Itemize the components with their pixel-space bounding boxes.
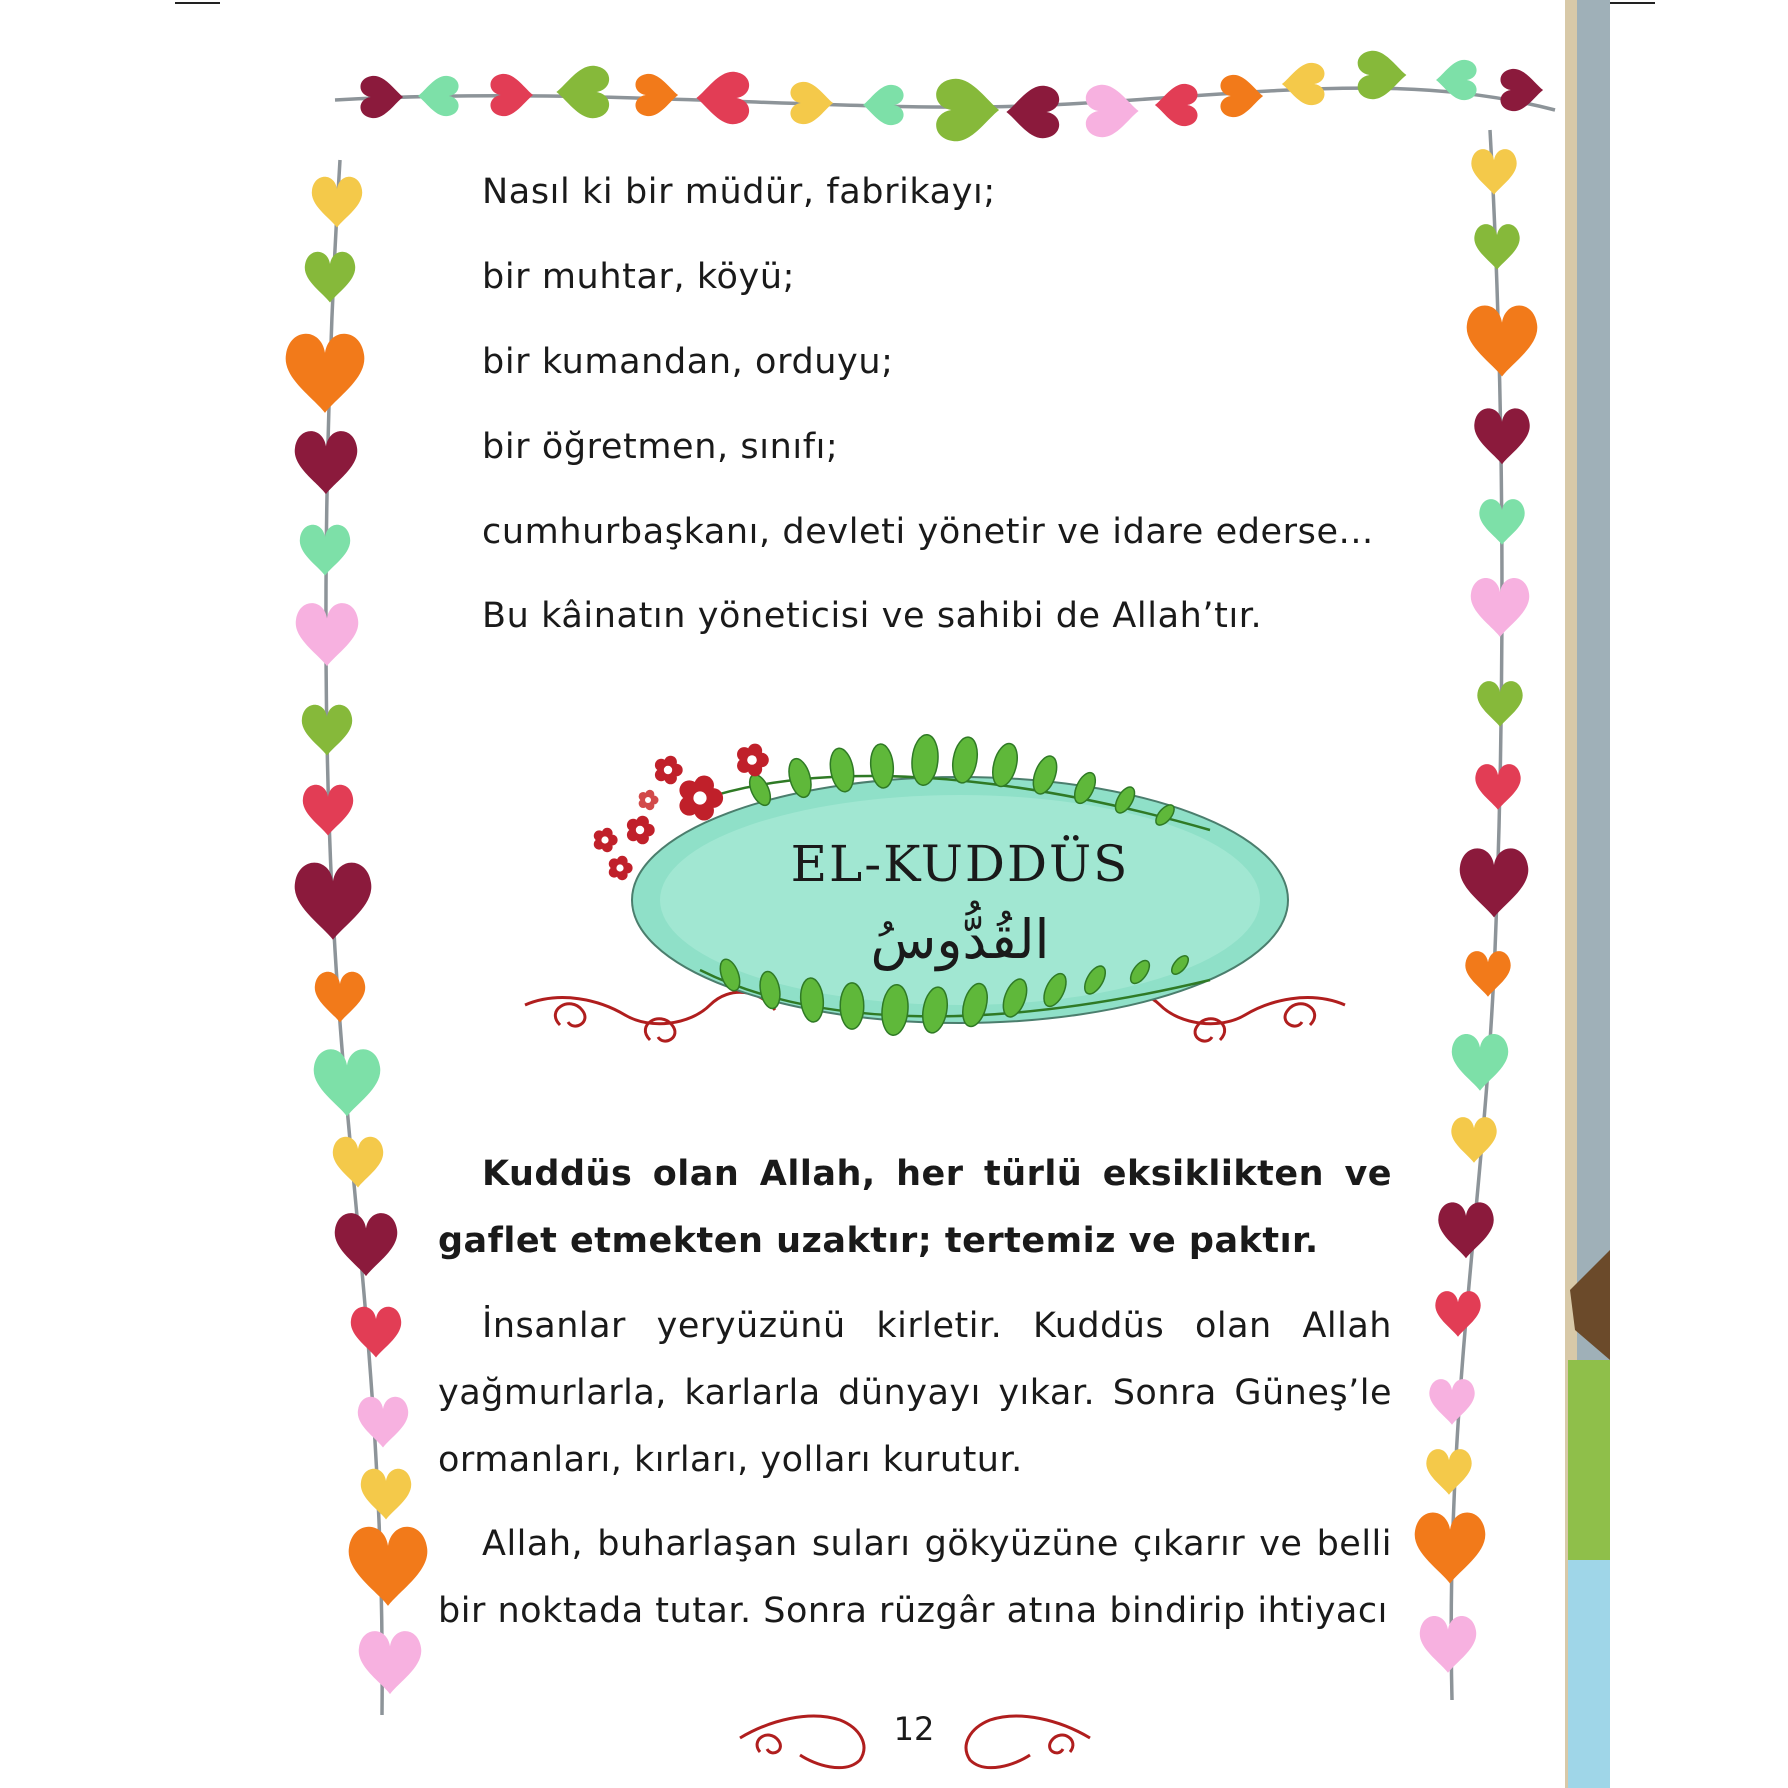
heart-icon xyxy=(349,1527,428,1606)
heart-icon xyxy=(1475,764,1520,810)
heart-icon xyxy=(1467,305,1538,376)
heart-icon xyxy=(1006,86,1059,138)
bold-paragraph xyxy=(438,1141,1392,1275)
heart-icon xyxy=(1155,84,1198,126)
heart-icon xyxy=(295,863,372,940)
heart-icon xyxy=(351,1307,401,1358)
flower-icon xyxy=(737,744,769,777)
heart-icon xyxy=(1452,1034,1508,1091)
heart-icon xyxy=(1420,1616,1476,1673)
heart-icon xyxy=(1429,1379,1474,1425)
intro-line-6: Bu kâinatın yöneticisi ve sahibi de Allah’tır. xyxy=(482,596,1263,636)
intro-line-5: cumhurbaşkanı, devleti yönetir ve idare ederse... xyxy=(482,512,1374,552)
intro-line-1: Nasıl ki bir müdür, fabrikayı; xyxy=(482,172,996,212)
heart-icon xyxy=(315,972,365,1023)
bold-paragraph-text: Kuddüs olan Allah, her türlü eksiklikten ve gaflet etmekten uzaktır; tertemiz ve paktır. xyxy=(438,1154,1392,1261)
heart-icon xyxy=(556,66,609,118)
heart-icon xyxy=(1451,1117,1496,1163)
heart-icon xyxy=(1282,63,1325,105)
heart-icon xyxy=(1474,224,1519,270)
flower-icon xyxy=(679,776,723,821)
heart-icon xyxy=(305,252,355,303)
heart-icon xyxy=(358,1397,408,1448)
paragraph-2-text: Allah, buharlaşan suları gökyüzüne çıkarır ve belli bir noktada tutar. Sonra rüzgâr atına bindirip ihtiyacı xyxy=(438,1524,1392,1631)
heart-icon xyxy=(1220,75,1263,117)
heart-icon xyxy=(1438,1202,1493,1258)
paragraph-1-text: İnsanlar yeryüzünü kirletir. Kuddüs olan Allah yağmurlarla, karlarla dünyayı yıkar. Sonra Güneş’le ormanları, kırları, yolları kurutur. xyxy=(438,1306,1392,1480)
flower-icon xyxy=(594,828,618,852)
heart-icon xyxy=(333,1137,383,1188)
heart-icon xyxy=(1471,149,1516,195)
leaf-icon xyxy=(840,983,864,1029)
intro-line-4: bir öğretmen, sınıfı; xyxy=(482,427,839,467)
heart-icon xyxy=(1465,951,1510,997)
paragraph-2 xyxy=(438,1511,1392,1645)
heart-icon xyxy=(1460,848,1529,917)
heart-icon xyxy=(1415,1512,1486,1583)
heart-icon xyxy=(359,1631,422,1694)
right-edge-illustration xyxy=(1565,0,1610,1788)
flower-icon xyxy=(655,756,683,785)
intro-line-3: bir kumandan, orduyu; xyxy=(482,342,894,382)
heart-icon xyxy=(361,1469,411,1520)
heart-icon xyxy=(1358,51,1407,99)
heart-icon xyxy=(335,1213,398,1276)
badge-arabic-title: القُدُّوسُ xyxy=(870,908,1050,971)
heart-icon xyxy=(295,431,358,494)
intro-line-2: bir muhtar, köyü; xyxy=(482,257,796,297)
paragraph-1 xyxy=(438,1293,1392,1494)
badge-title: EL-KUDDÜS xyxy=(790,835,1130,893)
heart-icon xyxy=(1435,1291,1480,1337)
heart-icon xyxy=(1436,60,1477,100)
heart-icon xyxy=(314,1049,381,1116)
flower-icon xyxy=(639,790,659,810)
heart-icon xyxy=(936,79,999,142)
heart-icon xyxy=(1086,85,1139,137)
heart-icon xyxy=(286,334,365,413)
heart-icon xyxy=(635,74,678,116)
heart-icon xyxy=(696,72,749,124)
heart-icon xyxy=(1426,1449,1471,1495)
page-number: 12 xyxy=(893,1710,935,1748)
heart-icon xyxy=(1471,578,1529,637)
